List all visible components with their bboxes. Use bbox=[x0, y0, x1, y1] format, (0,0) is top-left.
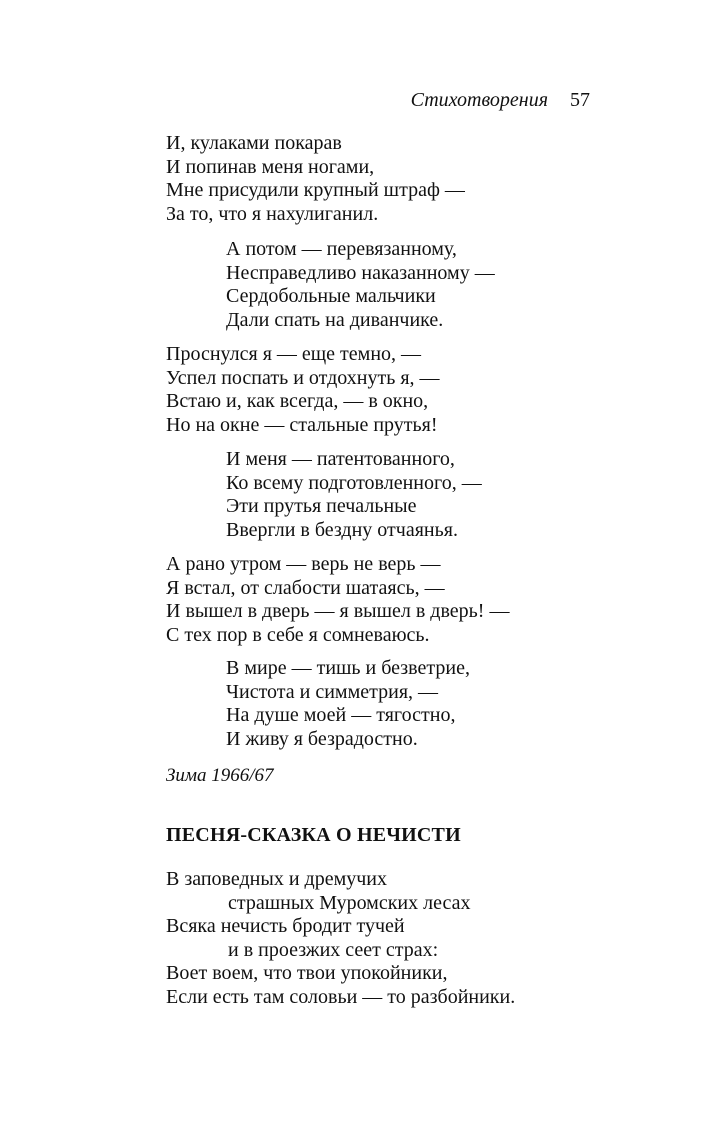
poem-date: Зима 1966/67 bbox=[166, 765, 274, 786]
verse-line: Сердобольные мальчики bbox=[226, 285, 436, 308]
verse-line: Воет воем, что твои упокойники, bbox=[166, 962, 448, 985]
verse-line: Всяка нечисть бродит тучей bbox=[166, 915, 405, 938]
poem-title: ПЕСНЯ-СКАЗКА О НЕЧИСТИ bbox=[166, 824, 461, 846]
verse-line: И вышел в дверь — я вышел в дверь! — bbox=[166, 600, 510, 623]
verse-line: Дали спать на диванчике. bbox=[226, 308, 444, 331]
verse-line: Встаю и, как всегда, — в окно, bbox=[166, 390, 429, 413]
verse-line: Ввергли в бездну отчаянья. bbox=[226, 518, 458, 541]
verse-line: И меня — патентованного, bbox=[226, 448, 455, 470]
stanza-3 bbox=[166, 343, 440, 437]
stanza-7 bbox=[166, 868, 515, 1010]
stanza-1 bbox=[166, 132, 465, 226]
verse-line: А рано утром — верь не верь — bbox=[166, 553, 441, 575]
verse-line-continuation: страшных Муромских лесах bbox=[228, 891, 471, 914]
verse-line: Чистота и симметрия, — bbox=[226, 680, 439, 703]
verse-line: Успел поспать и отдохнуть я, — bbox=[166, 366, 440, 389]
verse-line-continuation: и в проезжих сеет страх: bbox=[228, 938, 439, 961]
stanza-6 bbox=[226, 657, 470, 751]
verse-line: Если есть там соловьи — то разбойники. bbox=[166, 985, 516, 1008]
verse-line: Несправедливо наказанному — bbox=[226, 261, 495, 284]
page-number: 57 bbox=[570, 89, 590, 111]
running-header bbox=[411, 88, 590, 112]
stanza-2 bbox=[226, 238, 495, 332]
verse-line: С тех пор в себе я сомневаюсь. bbox=[166, 623, 430, 646]
stanza-4 bbox=[226, 448, 482, 542]
verse-line: Эти прутья печальные bbox=[226, 495, 417, 518]
verse-line: Проснулся я — еще темно, — bbox=[166, 343, 422, 365]
verse-line: За то, что я нахулиганил. bbox=[166, 202, 379, 225]
verse-line: Ко всему подготовленного, — bbox=[226, 471, 482, 494]
verse-line: На душе моей — тягостно, bbox=[226, 704, 456, 727]
verse-line: И живу я безрадостно. bbox=[226, 727, 418, 750]
section-title: Стихотворения bbox=[410, 89, 548, 111]
verse-line: В мире — тишь и безветрие, bbox=[226, 657, 470, 679]
verse-line: И попинав меня ногами, bbox=[166, 155, 375, 178]
verse-line: Но на окне — стальные прутья! bbox=[166, 413, 438, 436]
verse-line: Я встал, от слабости шатаясь, — bbox=[166, 576, 445, 599]
verse-line: В заповедных и дремучих bbox=[166, 868, 387, 890]
verse-line: А потом — перевязанному, bbox=[226, 238, 457, 260]
verse-line: И, кулаками покарав bbox=[166, 132, 342, 154]
verse-line: Мне присудили крупный штраф — bbox=[166, 179, 465, 202]
stanza-5 bbox=[166, 553, 509, 647]
